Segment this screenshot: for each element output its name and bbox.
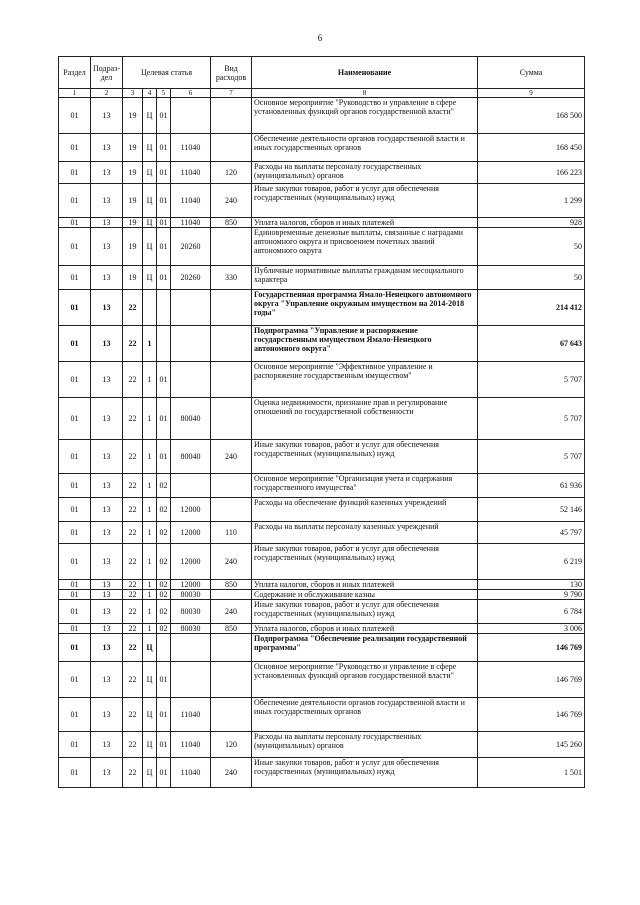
sum-cell: 45 797 [478,522,585,544]
name-cell: Основное мероприятие "Руководство и управление в сфере установленных функций органов государственной власти" [252,98,478,134]
subprogram-code-cell: 1 [143,580,157,590]
name-cell: Содержание и обслуживание казны [252,590,478,600]
table-row [59,184,585,218]
program-code-cell: 19 [123,98,143,134]
podrazdel-cell: 13 [91,634,123,662]
sum-cell: 145 260 [478,732,585,758]
podrazdel-cell: 13 [91,522,123,544]
subprogram-code-cell: Ц [143,162,157,184]
expense-type-cell: 120 [211,162,252,184]
expense-type-cell [211,698,252,732]
podrazdel-cell: 13 [91,290,123,326]
razdel-cell: 01 [59,624,91,634]
expense-type-cell: 240 [211,440,252,474]
name-cell: Основное мероприятие "Эффективное управление и распоряжение государственным имуществом" [252,362,478,398]
name-cell: Основное мероприятие "Организация учета и содержания государственного имущества" [252,474,478,498]
name-cell: Государственная программа Ямало-Ненецкого автономного округа "Управление окружным имуществом на 2014-2018 годы" [252,290,478,326]
direction-code-cell: 80040 [171,440,211,474]
razdel-cell: 01 [59,600,91,624]
subprogram-code-cell: Ц [143,758,157,788]
expense-type-cell [211,326,252,362]
table-row [59,662,585,698]
direction-code-cell [171,290,211,326]
table-row [59,134,585,162]
program-code-cell: 22 [123,362,143,398]
sum-cell: 5 707 [478,440,585,474]
podrazdel-cell: 13 [91,134,123,162]
name-cell: Уплата налогов, сборов и иных платежей [252,624,478,634]
event-code-cell: 02 [157,600,171,624]
sum-cell: 146 769 [478,662,585,698]
table-row [59,228,585,266]
sum-cell: 50 [478,266,585,290]
subprogram-code-cell: Ц [143,266,157,290]
direction-code-cell: 11040 [171,184,211,218]
table-row [59,162,585,184]
direction-code-cell: 11040 [171,134,211,162]
razdel-cell: 01 [59,498,91,522]
event-code-cell [157,290,171,326]
sum-cell: 166 223 [478,162,585,184]
podrazdel-cell: 13 [91,266,123,290]
sum-cell: 1 299 [478,184,585,218]
sum-cell: 9 790 [478,590,585,600]
event-code-cell: 02 [157,624,171,634]
column-number: 4 [143,89,157,98]
program-code-cell: 22 [123,290,143,326]
direction-code-cell: 12000 [171,544,211,580]
sum-cell: 67 643 [478,326,585,362]
table-row [59,326,585,362]
razdel-cell: 01 [59,290,91,326]
sum-cell: 5 707 [478,362,585,398]
razdel-cell: 01 [59,580,91,590]
razdel-cell: 01 [59,590,91,600]
razdel-cell: 01 [59,228,91,266]
podrazdel-cell: 13 [91,474,123,498]
direction-code-cell: 11040 [171,218,211,228]
subprogram-code-cell: Ц [143,698,157,732]
subprogram-code-cell: Ц [143,98,157,134]
table-row [59,474,585,498]
program-code-cell: 22 [123,398,143,440]
event-code-cell: 01 [157,228,171,266]
sum-cell: 130 [478,580,585,590]
expense-type-cell [211,134,252,162]
sum-cell: 146 769 [478,634,585,662]
subprogram-code-cell: 1 [143,398,157,440]
name-cell: Обеспечение деятельности органов государственной власти и иных государственных органов [252,134,478,162]
expense-type-cell [211,662,252,698]
program-code-cell: 22 [123,662,143,698]
header-razdel: Раздел [59,57,91,89]
table-row [59,624,585,634]
expense-type-cell: 120 [211,732,252,758]
expense-type-cell [211,290,252,326]
program-code-cell: 19 [123,134,143,162]
sum-cell: 50 [478,228,585,266]
sum-cell: 5 707 [478,398,585,440]
event-code-cell [157,326,171,362]
podrazdel-cell: 13 [91,590,123,600]
table-row [59,98,585,134]
table-row [59,440,585,474]
sum-cell: 168 450 [478,134,585,162]
sum-cell: 214 412 [478,290,585,326]
event-code-cell: 01 [157,266,171,290]
event-code-cell: 02 [157,474,171,498]
expense-type-cell: 330 [211,266,252,290]
table-row [59,290,585,326]
sum-cell: 6 219 [478,544,585,580]
podrazdel-cell: 13 [91,184,123,218]
podrazdel-cell: 13 [91,600,123,624]
direction-code-cell: 80040 [171,398,211,440]
podrazdel-cell: 13 [91,440,123,474]
event-code-cell: 01 [157,698,171,732]
name-cell: Основное мероприятие "Руководство и управление в сфере установленных функций органов государственной власти" [252,662,478,698]
razdel-cell: 01 [59,440,91,474]
razdel-cell: 01 [59,662,91,698]
column-number: 1 [59,89,91,98]
table-row [59,590,585,600]
program-code-cell: 22 [123,326,143,362]
name-cell: Иные закупки товаров, работ и услуг для обеспечения государственных (муниципальных) нужд [252,600,478,624]
event-code-cell: 01 [157,98,171,134]
table-row [59,580,585,590]
header-podrazdel: Подраз-дел [91,57,123,89]
program-code-cell: 22 [123,498,143,522]
event-code-cell: 01 [157,162,171,184]
podrazdel-cell: 13 [91,758,123,788]
direction-code-cell: 80030 [171,624,211,634]
event-code-cell: 01 [157,218,171,228]
name-cell: Расходы на обеспечение функций казенных учреждений [252,498,478,522]
subprogram-code-cell: 1 [143,440,157,474]
razdel-cell: 01 [59,98,91,134]
program-code-cell: 22 [123,522,143,544]
header-summa: Сумма [478,57,585,89]
column-number: 6 [171,89,211,98]
subprogram-code-cell: 1 [143,522,157,544]
page-number: 6 [317,33,323,43]
razdel-cell: 01 [59,474,91,498]
sum-cell: 146 769 [478,698,585,732]
table-row [59,758,585,788]
event-code-cell: 01 [157,134,171,162]
podrazdel-cell: 13 [91,326,123,362]
table-row [59,698,585,732]
podrazdel-cell: 13 [91,580,123,590]
program-code-cell: 19 [123,218,143,228]
razdel-cell: 01 [59,732,91,758]
name-cell: Подпрограмма "Обеспечение реализации государственной программы" [252,634,478,662]
direction-code-cell: 20260 [171,266,211,290]
program-code-cell: 19 [123,184,143,218]
razdel-cell: 01 [59,362,91,398]
direction-code-cell [171,362,211,398]
podrazdel-cell: 13 [91,662,123,698]
table-row [59,522,585,544]
expense-type-cell [211,398,252,440]
subprogram-code-cell: 1 [143,362,157,398]
podrazdel-cell: 13 [91,98,123,134]
name-cell: Иные закупки товаров, работ и услуг для обеспечения государственных (муниципальных) нужд [252,758,478,788]
razdel-cell: 01 [59,162,91,184]
direction-code-cell: 80030 [171,590,211,600]
subprogram-code-cell: Ц [143,228,157,266]
razdel-cell: 01 [59,134,91,162]
event-code-cell: 01 [157,440,171,474]
podrazdel-cell: 13 [91,698,123,732]
event-code-cell: 02 [157,522,171,544]
event-code-cell: 01 [157,662,171,698]
podrazdel-cell: 13 [91,162,123,184]
name-cell: Уплата налогов, сборов и иных платежей [252,218,478,228]
razdel-cell: 01 [59,398,91,440]
table-row [59,362,585,398]
program-code-cell: 19 [123,266,143,290]
event-code-cell: 02 [157,590,171,600]
sum-cell: 168 500 [478,98,585,134]
sum-cell: 6 784 [478,600,585,624]
razdel-cell: 01 [59,758,91,788]
table-row [59,544,585,580]
podrazdel-cell: 13 [91,732,123,758]
name-cell: Расходы на выплаты персоналу казенных учреждений [252,522,478,544]
subprogram-code-cell: 1 [143,600,157,624]
sum-cell: 1 501 [478,758,585,788]
razdel-cell: 01 [59,218,91,228]
program-code-cell: 22 [123,600,143,624]
razdel-cell: 01 [59,698,91,732]
table-row [59,498,585,522]
expense-type-cell [211,498,252,522]
direction-code-cell: 11040 [171,758,211,788]
program-code-cell: 19 [123,162,143,184]
program-code-cell: 19 [123,228,143,266]
program-code-cell: 22 [123,732,143,758]
event-code-cell [157,634,171,662]
direction-code-cell: 80030 [171,600,211,624]
table-row [59,732,585,758]
direction-code-cell: 12000 [171,498,211,522]
expense-type-cell [211,474,252,498]
table-row [59,266,585,290]
expense-type-cell [211,98,252,134]
program-code-cell: 22 [123,590,143,600]
program-code-cell: 22 [123,440,143,474]
razdel-cell: 01 [59,326,91,362]
name-cell: Иные закупки товаров, работ и услуг для обеспечения государственных (муниципальных) нужд [252,544,478,580]
podrazdel-cell: 13 [91,362,123,398]
subprogram-code-cell: 1 [143,474,157,498]
subprogram-code-cell: 1 [143,624,157,634]
program-code-cell: 22 [123,624,143,634]
event-code-cell: 01 [157,758,171,788]
subprogram-code-cell: 1 [143,590,157,600]
subprogram-code-cell: Ц [143,634,157,662]
direction-code-cell: 20260 [171,228,211,266]
podrazdel-cell: 13 [91,218,123,228]
direction-code-cell [171,634,211,662]
table-row [59,218,585,228]
event-code-cell: 02 [157,498,171,522]
podrazdel-cell: 13 [91,228,123,266]
column-number: 7 [211,89,252,98]
direction-code-cell: 11040 [171,732,211,758]
direction-code-cell [171,662,211,698]
subprogram-code-cell: 1 [143,544,157,580]
direction-code-cell: 11040 [171,162,211,184]
table-body [59,98,585,788]
expense-type-cell: 240 [211,600,252,624]
expense-type-cell: 850 [211,580,252,590]
expense-type-cell [211,590,252,600]
direction-code-cell [171,326,211,362]
name-cell: Подпрограмма "Управление и распоряжение государственным имуществом Ямало-Ненецкого автономного округа" [252,326,478,362]
expense-type-cell: 240 [211,758,252,788]
subprogram-code-cell: Ц [143,732,157,758]
budget-table [58,56,585,788]
sum-cell: 928 [478,218,585,228]
header-vid-raskhodov: Вид расходов [211,57,252,89]
podrazdel-cell: 13 [91,398,123,440]
event-code-cell: 01 [157,184,171,218]
razdel-cell: 01 [59,184,91,218]
expense-type-cell [211,362,252,398]
subprogram-code-cell: 1 [143,498,157,522]
podrazdel-cell: 13 [91,544,123,580]
header-row [59,57,585,89]
column-number-row [59,89,585,98]
subprogram-code-cell: Ц [143,184,157,218]
name-cell: Иные закупки товаров, работ и услуг для обеспечения государственных (муниципальных) нужд [252,184,478,218]
column-number: 9 [478,89,585,98]
name-cell: Публичные нормативные выплаты гражданам несоциального характера [252,266,478,290]
subprogram-code-cell: Ц [143,662,157,698]
subprogram-code-cell: 1 [143,326,157,362]
subprogram-code-cell [143,290,157,326]
name-cell: Расходы на выплаты персоналу государственных (муниципальных) органов [252,162,478,184]
program-code-cell: 22 [123,580,143,590]
direction-code-cell: 12000 [171,580,211,590]
header-tselevaya-statya: Целевая статья [123,57,211,89]
direction-code-cell [171,474,211,498]
expense-type-cell: 850 [211,218,252,228]
sum-cell: 61 936 [478,474,585,498]
column-number: 8 [252,89,478,98]
header-naimenovanie: Наименование [252,57,478,89]
sum-cell: 3 006 [478,624,585,634]
event-code-cell: 02 [157,544,171,580]
razdel-cell: 01 [59,544,91,580]
name-cell: Расходы на выплаты персоналу государственных (муниципальных) органов [252,732,478,758]
direction-code-cell [171,98,211,134]
expense-type-cell: 240 [211,544,252,580]
podrazdel-cell: 13 [91,624,123,634]
name-cell: Иные закупки товаров, работ и услуг для обеспечения государственных (муниципальных) нужд [252,440,478,474]
name-cell: Оценка недвижимости, признание прав и регулирование отношений по государственной собственности [252,398,478,440]
program-code-cell: 22 [123,544,143,580]
direction-code-cell: 11040 [171,698,211,732]
name-cell: Обеспечение деятельности органов государственной власти и иных государственных органов [252,698,478,732]
razdel-cell: 01 [59,522,91,544]
event-code-cell: 01 [157,398,171,440]
expense-type-cell: 850 [211,624,252,634]
subprogram-code-cell: Ц [143,218,157,228]
name-cell: Единовременные денежные выплаты, связанные с наградами автономного округа и присвоением почетных званий автономного округа [252,228,478,266]
table-row [59,398,585,440]
table-row [59,634,585,662]
table-row [59,600,585,624]
program-code-cell: 22 [123,634,143,662]
program-code-cell: 22 [123,758,143,788]
direction-code-cell: 12000 [171,522,211,544]
expense-type-cell [211,634,252,662]
expense-type-cell [211,228,252,266]
column-number: 5 [157,89,171,98]
razdel-cell: 01 [59,634,91,662]
razdel-cell: 01 [59,266,91,290]
expense-type-cell: 110 [211,522,252,544]
expense-type-cell: 240 [211,184,252,218]
podrazdel-cell: 13 [91,498,123,522]
event-code-cell: 01 [157,362,171,398]
event-code-cell: 01 [157,732,171,758]
column-number: 2 [91,89,123,98]
subprogram-code-cell: Ц [143,134,157,162]
program-code-cell: 22 [123,474,143,498]
event-code-cell: 02 [157,580,171,590]
column-number: 3 [123,89,143,98]
name-cell: Уплата налогов, сборов и иных платежей [252,580,478,590]
sum-cell: 52 146 [478,498,585,522]
program-code-cell: 22 [123,698,143,732]
